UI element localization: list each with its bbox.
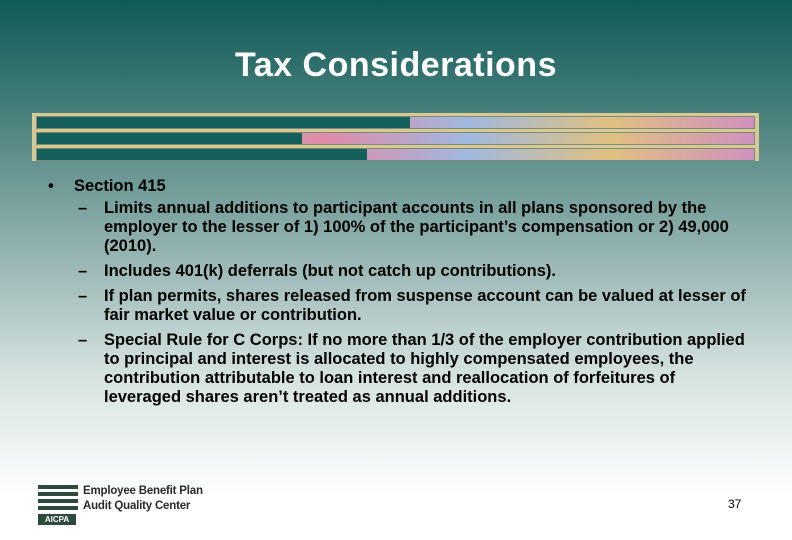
decorative-bar-3: [36, 148, 755, 161]
sub-item-text: Special Rule for C Corps: If no more than 1/3 of the employer contribution applied to principal and interest is allocated to highly compensated employees, the contribution attributable to loan interest and reallocation of forfeitures of leveraged shares aren’t treated as annual additions.: [104, 331, 745, 406]
logo-stripes-icon: [38, 485, 78, 513]
sub-list: [78, 199, 748, 407]
dash-icon: –: [78, 199, 88, 217]
sub-item: [78, 262, 748, 281]
bullet-item: [48, 177, 748, 196]
aicpa-logo: [38, 485, 208, 529]
slide-content: [48, 177, 748, 413]
sub-item: [78, 287, 748, 325]
logo-line-1: Employee Benefit Plan: [83, 485, 203, 497]
decorative-bar-2: [36, 132, 755, 145]
page-number: 37: [728, 497, 742, 511]
logo-badge: AICPA: [38, 514, 76, 525]
logo-line-2: Audit Quality Center: [83, 500, 191, 512]
dash-icon: –: [78, 331, 88, 349]
sub-item: [78, 199, 748, 256]
slide-title: Tax Considerations: [235, 46, 557, 84]
dash-icon: –: [78, 262, 88, 280]
bullet-icon: •: [48, 177, 54, 195]
sub-item: [78, 331, 748, 407]
sub-item-text: Limits annual additions to participant accounts in all plans sponsored by the employer to the lesser of 1) 100% of the participant’s compensation or 2) 49,000 (2010).: [104, 199, 729, 255]
bullet-text: Section 415: [74, 177, 166, 195]
sub-item-text: If plan permits, shares released from suspense account can be valued at lesser of fair market value or contribution.: [104, 287, 746, 324]
sub-item-text: Includes 401(k) deferrals (but not catch up contributions).: [104, 262, 556, 280]
dash-icon: –: [78, 287, 88, 305]
decorative-bar-1: [36, 116, 755, 129]
decorative-bars: [32, 113, 759, 161]
